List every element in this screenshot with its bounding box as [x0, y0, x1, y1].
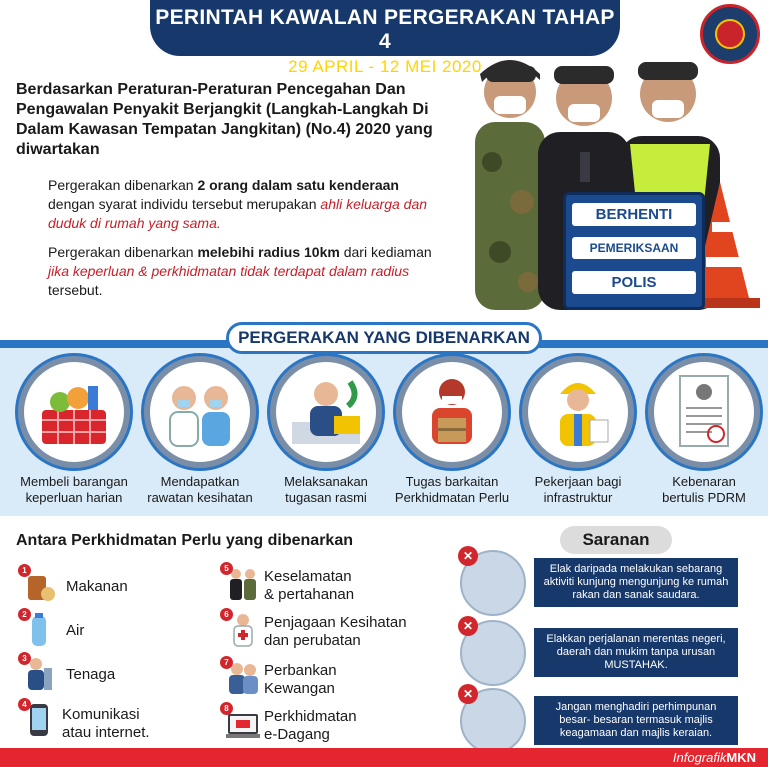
- service-line: Kewangan: [264, 680, 335, 697]
- service-label: [264, 662, 337, 698]
- caption-line: Tugas barkaitan: [405, 474, 499, 489]
- shopping-basket-icon: [18, 356, 130, 468]
- rule-highlight: jika keperluan & perkhidmatan tidak terdapat dalam radius: [48, 263, 410, 279]
- allowed-caption: [136, 474, 264, 506]
- service-line: Perkhidmatan: [264, 708, 357, 725]
- service-number: 3: [18, 652, 31, 665]
- service-label: [66, 622, 84, 640]
- allowed-caption: [10, 474, 138, 506]
- service-label: [264, 614, 407, 650]
- sign-line-2: PEMERIKSAAN: [572, 237, 696, 259]
- service-label: [66, 578, 128, 596]
- allowed-caption: [640, 474, 768, 506]
- service-line: Perbankan: [264, 662, 337, 679]
- caption-line: infrastruktur: [543, 490, 613, 505]
- soldier-figure: [475, 60, 545, 310]
- regulation-heading: Berdasarkan Peraturan-Peraturan Pencegahan Dan Pengawalan Penyakit Berjangkit (Langkah-Langkah Di Dalam Kawasan Tempatan Jangkitan) (No.4) 2020 yang diwartakan: [16, 81, 433, 158]
- service-label: [66, 666, 115, 684]
- rule-text: dengan syarat individu tersebut merupakan: [48, 196, 321, 212]
- rule-text: dari kediaman: [339, 244, 432, 260]
- advice-box: Elakkan perjalanan merentas negeri, daerah dan mukim tanpa urusan MUSTAHAK.: [534, 628, 738, 677]
- rule-bold: 2 orang dalam satu kenderaan: [197, 177, 399, 193]
- caption-line: Membeli barangan: [20, 474, 128, 489]
- header-banner: [150, 0, 620, 76]
- advice-title: Saranan: [560, 526, 672, 554]
- service-line: Penjagaan Kesihatan: [264, 614, 407, 631]
- rule-text: Pergerakan dibenarkan: [48, 177, 198, 193]
- service-line: dan perubatan: [264, 632, 361, 649]
- caption-line: keperluan harian: [25, 490, 123, 505]
- allowed-caption: [262, 474, 390, 506]
- prohibited-icon: ✕: [458, 684, 478, 704]
- rule-highlight: ahli keluarga dan duduk di rumah yang sama.: [48, 196, 428, 231]
- date-range: 29 APRIL - 12 MEI 2020: [288, 57, 482, 76]
- allowed-caption: [388, 474, 516, 506]
- rule-bold: melebihi radius 10km: [197, 244, 340, 260]
- service-number: 1: [18, 564, 31, 577]
- doctor-icon: [144, 356, 256, 468]
- rule-text: tersebut.: [48, 282, 103, 298]
- allowed-title: PERGERAKAN YANG DIBENARKAN: [226, 322, 542, 354]
- service-line: atau internet.: [62, 724, 150, 741]
- service-number: 2: [18, 608, 31, 621]
- service-number: 4: [18, 698, 31, 711]
- service-line: Air: [66, 622, 85, 639]
- footer-bar: [0, 748, 768, 767]
- office-worker-icon: [270, 356, 382, 468]
- service-label: [62, 706, 150, 742]
- page-title: PERINTAH KAWALAN PERGERAKAN TAHAP 4: [155, 6, 615, 53]
- service-line: Komunikasi: [62, 706, 140, 723]
- advice-box: Elak daripada melakukan sebarang aktiviti kunjung mengunjung ke rumah rakan dan sanak saudara.: [534, 558, 738, 607]
- prohibited-icon: ✕: [458, 616, 478, 636]
- caption-line: Pekerjaan bagi: [534, 474, 622, 489]
- rule-vehicle: [48, 176, 448, 233]
- caption-line: rawatan kesihatan: [147, 490, 253, 505]
- permit-letter-icon: [648, 356, 760, 468]
- service-label: [264, 708, 357, 744]
- advice-box: Jangan menghadiri perhimpunan besar- besaran termasuk majlis keagamaan dan majlis keraian.: [534, 696, 738, 745]
- rule-text: Pergerakan dibenarkan: [48, 244, 198, 260]
- service-line: Keselamatan: [264, 568, 352, 585]
- sign-line-1: BERHENTI: [572, 203, 696, 226]
- service-line: Tenaga: [66, 666, 116, 683]
- caption-line: Kebenaran: [672, 474, 736, 489]
- caption-line: Perkhidmatan Perlu: [394, 490, 510, 505]
- allowed-caption: [514, 474, 642, 506]
- rule-radius: [48, 243, 448, 300]
- engineer-icon: [522, 356, 634, 468]
- caption-line: Mendapatkan: [160, 474, 240, 489]
- caption-line: bertulis PDRM: [662, 490, 746, 505]
- service-number: 7: [220, 656, 233, 669]
- service-number: 5: [220, 562, 233, 575]
- sign-line-3: POLIS: [572, 271, 696, 294]
- service-line: e-Dagang: [264, 726, 330, 743]
- services-heading: Antara Perkhidmatan Perlu yang dibenarkan: [16, 532, 353, 549]
- delivery-icon: [396, 356, 508, 468]
- caption-line: tugasan rasmi: [285, 490, 367, 505]
- logo-emblem-icon: [715, 19, 745, 49]
- service-line: & pertahanan: [264, 586, 355, 603]
- service-label: [264, 568, 354, 604]
- service-line: Makanan: [66, 578, 128, 595]
- police-checkpoint-sign: [563, 192, 705, 310]
- service-number: 6: [220, 608, 233, 621]
- footer-brand: MKN: [726, 750, 756, 765]
- service-number: 8: [220, 702, 233, 715]
- footer-credit: [673, 750, 756, 765]
- footer-prefix: Infografik: [672, 750, 727, 765]
- prohibited-icon: ✕: [458, 546, 478, 566]
- caption-line: Melaksanakan: [284, 474, 368, 489]
